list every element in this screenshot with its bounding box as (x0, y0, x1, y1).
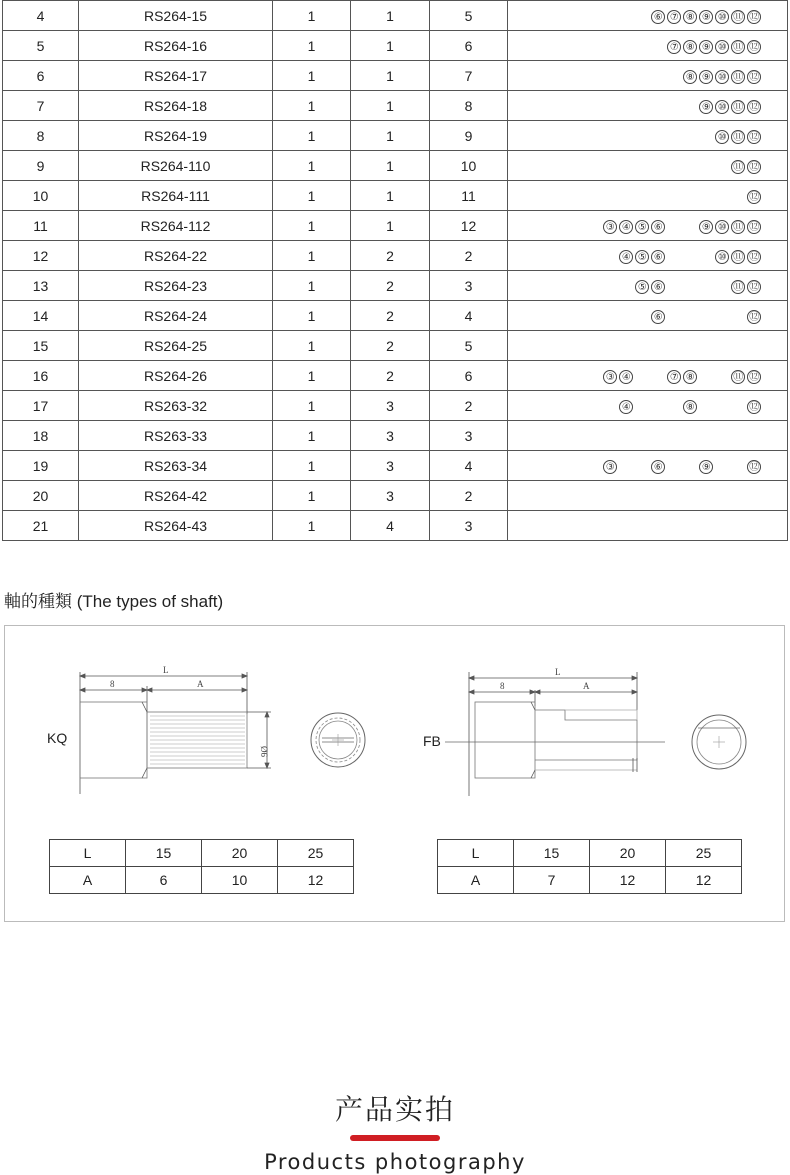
table-row (3, 271, 788, 301)
position-mark: ⑥ (651, 310, 665, 324)
fb-dimension-table (437, 839, 742, 894)
dimension-cell: L (50, 840, 126, 867)
position-mark: ⑨ (699, 220, 713, 234)
position-mark: ⑪ (731, 160, 745, 174)
fb-shaft-end-view (689, 712, 749, 772)
position-mark: ⑫ (747, 40, 761, 54)
kq-dimension-table (49, 839, 354, 894)
position-marks-cell (508, 451, 788, 481)
position-mark: ⑫ (747, 310, 761, 324)
position-marks-cell (508, 361, 788, 391)
col1-cell: 1 (273, 1, 351, 31)
position-mark: ⑩ (715, 70, 729, 84)
position-marks-cell (508, 271, 788, 301)
shaft-types-panel (4, 625, 785, 922)
position-mark-gap (635, 400, 649, 414)
position-mark-gap (731, 310, 745, 324)
col1-cell: 1 (273, 271, 351, 301)
fb-dim-8: 8 (500, 681, 505, 691)
position-mark: ⑨ (699, 100, 713, 114)
position-mark: ⑩ (715, 220, 729, 234)
position-mark-gap (667, 400, 681, 414)
position-mark: ⑩ (715, 40, 729, 54)
col2-cell: 1 (351, 91, 430, 121)
position-mark-gap (667, 250, 681, 264)
model-cell: RS264-25 (79, 331, 273, 361)
position-mark: ⑥ (651, 460, 665, 474)
col3-cell: 8 (430, 91, 508, 121)
col1-cell: 1 (273, 511, 351, 541)
kq-label: KQ (47, 730, 68, 746)
position-mark: ④ (619, 400, 633, 414)
dimension-cell: A (438, 867, 514, 894)
position-mark-gap (715, 310, 729, 324)
table-row (3, 151, 788, 181)
position-marks-cell (508, 121, 788, 151)
model-cell: RS264-17 (79, 61, 273, 91)
position-mark-gap (651, 400, 665, 414)
col3-cell: 2 (430, 481, 508, 511)
row-number: 21 (3, 511, 79, 541)
col1-cell: 1 (273, 361, 351, 391)
position-mark-gap (731, 400, 745, 414)
col3-cell: 12 (430, 211, 508, 241)
title-accent-bar (350, 1135, 440, 1141)
table-row (3, 121, 788, 151)
col3-cell: 2 (430, 391, 508, 421)
position-mark: ⑨ (699, 70, 713, 84)
col2-cell: 2 (351, 271, 430, 301)
col3-cell: 10 (430, 151, 508, 181)
table-row (3, 361, 788, 391)
position-mark: ⑪ (731, 40, 745, 54)
table-row (3, 241, 788, 271)
section-title-cn: 产品实拍 (334, 1093, 455, 1126)
row-number: 6 (3, 61, 79, 91)
dimension-cell: 6 (126, 867, 202, 894)
model-cell: RS264-23 (79, 271, 273, 301)
col2-cell: 2 (351, 301, 430, 331)
position-mark: ⑫ (747, 460, 761, 474)
position-mark-gap (683, 280, 697, 294)
position-mark-gap (699, 400, 713, 414)
position-mark-gap (667, 280, 681, 294)
row-number: 19 (3, 451, 79, 481)
table-row (3, 331, 788, 361)
position-marks-cell (508, 331, 788, 361)
model-cell: RS264-22 (79, 241, 273, 271)
position-mark-gap (635, 370, 649, 384)
col1-cell: 1 (273, 31, 351, 61)
dimension-cell: A (50, 867, 126, 894)
model-cell: RS263-33 (79, 421, 273, 451)
col1-cell: 1 (273, 241, 351, 271)
position-mark-gap (699, 280, 713, 294)
table-row (3, 31, 788, 61)
model-cell: RS264-42 (79, 481, 273, 511)
col3-cell: 11 (430, 181, 508, 211)
position-mark: ⑫ (747, 160, 761, 174)
col3-cell: 4 (430, 301, 508, 331)
kq-dim-A: A (197, 679, 204, 689)
position-mark-gap (699, 310, 713, 324)
col2-cell: 1 (351, 121, 430, 151)
position-mark: ⑧ (683, 400, 697, 414)
table-row (3, 451, 788, 481)
col1-cell: 1 (273, 61, 351, 91)
position-mark: ⑨ (699, 40, 713, 54)
row-number: 10 (3, 181, 79, 211)
col3-cell: 3 (430, 421, 508, 451)
dimension-cell: L (438, 840, 514, 867)
row-number: 9 (3, 151, 79, 181)
col2-cell: 1 (351, 61, 430, 91)
model-cell: RS264-15 (79, 1, 273, 31)
position-marks-cell (508, 481, 788, 511)
kq-dim-8: 8 (110, 679, 115, 689)
shaft-types-title: 軸的種類 (The types of shaft) (4, 592, 224, 611)
position-mark: ⑩ (715, 10, 729, 24)
dimension-row (50, 867, 354, 894)
dimension-cell: 12 (590, 867, 666, 894)
dimension-cell: 25 (278, 840, 354, 867)
table-row (3, 481, 788, 511)
position-marks-cell (508, 1, 788, 31)
model-cell: RS264-18 (79, 91, 273, 121)
col3-cell: 7 (430, 61, 508, 91)
dimension-cell: 15 (514, 840, 590, 867)
col3-cell: 4 (430, 451, 508, 481)
fb-dim-L: L (555, 667, 561, 677)
dimension-cell: 10 (202, 867, 278, 894)
col2-cell: 2 (351, 241, 430, 271)
model-cell: RS264-110 (79, 151, 273, 181)
table-row (3, 1, 788, 31)
col1-cell: 1 (273, 91, 351, 121)
position-mark-gap (699, 370, 713, 384)
col2-cell: 3 (351, 391, 430, 421)
position-mark: ⑪ (731, 250, 745, 264)
model-cell: RS264-112 (79, 211, 273, 241)
col2-cell: 1 (351, 211, 430, 241)
kq-dim-L: L (163, 665, 169, 675)
position-mark-gap (715, 400, 729, 414)
table-row (3, 511, 788, 541)
dimension-cell: 20 (590, 840, 666, 867)
position-mark: ⑪ (731, 220, 745, 234)
position-mark: ⑫ (747, 400, 761, 414)
col3-cell: 5 (430, 1, 508, 31)
col1-cell: 1 (273, 331, 351, 361)
position-marks-cell (508, 181, 788, 211)
position-mark-gap (699, 250, 713, 264)
position-mark: ⑧ (683, 370, 697, 384)
position-mark: ⑥ (651, 10, 665, 24)
position-mark-gap (715, 460, 729, 474)
position-mark-gap (619, 460, 633, 474)
position-mark-gap (683, 250, 697, 264)
col2-cell: 1 (351, 1, 430, 31)
model-cell: RS263-34 (79, 451, 273, 481)
position-mark: ⑫ (747, 130, 761, 144)
spec-table-body (3, 1, 788, 541)
table-row (3, 391, 788, 421)
dimension-row (438, 867, 742, 894)
col1-cell: 1 (273, 301, 351, 331)
position-mark: ⑦ (667, 40, 681, 54)
position-mark: ⑪ (731, 280, 745, 294)
position-mark: ⑫ (747, 10, 761, 24)
position-mark: ⑩ (715, 130, 729, 144)
col3-cell: 6 (430, 361, 508, 391)
table-row (3, 211, 788, 241)
position-mark-gap (635, 460, 649, 474)
col1-cell: 1 (273, 211, 351, 241)
section-title-en: Products photography (264, 1150, 526, 1174)
model-cell: RS264-111 (79, 181, 273, 211)
position-marks-cell (508, 511, 788, 541)
position-mark: ④ (619, 250, 633, 264)
dimension-cell: 7 (514, 867, 590, 894)
position-mark: ⑫ (747, 280, 761, 294)
position-mark: ⑦ (667, 370, 681, 384)
kq-shaft-end-view (308, 710, 368, 770)
col1-cell: 1 (273, 121, 351, 151)
position-mark: ⑫ (747, 190, 761, 204)
position-mark: ⑨ (699, 10, 713, 24)
row-number: 13 (3, 271, 79, 301)
model-cell: RS263-32 (79, 391, 273, 421)
position-mark: ③ (603, 460, 617, 474)
position-mark: ⑫ (747, 220, 761, 234)
row-number: 7 (3, 91, 79, 121)
position-mark-gap (715, 370, 729, 384)
table-row (3, 301, 788, 331)
row-number: 5 (3, 31, 79, 61)
position-mark: ④ (619, 220, 633, 234)
position-marks-cell (508, 391, 788, 421)
col1-cell: 1 (273, 481, 351, 511)
position-mark: ⑥ (651, 220, 665, 234)
dimension-row (50, 840, 354, 867)
position-mark: ⑪ (731, 10, 745, 24)
position-marks-cell (508, 421, 788, 451)
position-mark-gap (667, 460, 681, 474)
position-marks-cell (508, 301, 788, 331)
position-mark: ④ (619, 370, 633, 384)
position-mark: ⑪ (731, 130, 745, 144)
col1-cell: 1 (273, 451, 351, 481)
model-cell: RS264-43 (79, 511, 273, 541)
dimension-row (438, 840, 742, 867)
col1-cell: 1 (273, 181, 351, 211)
model-cell: RS264-16 (79, 31, 273, 61)
table-row (3, 181, 788, 211)
model-cell: RS264-19 (79, 121, 273, 151)
position-mark: ⑧ (683, 40, 697, 54)
col2-cell: 3 (351, 481, 430, 511)
row-number: 20 (3, 481, 79, 511)
table-row (3, 61, 788, 91)
fb-label: FB (423, 733, 441, 749)
model-cell: RS264-26 (79, 361, 273, 391)
position-mark: ⑤ (635, 280, 649, 294)
position-mark: ⑤ (635, 250, 649, 264)
col1-cell: 1 (273, 421, 351, 451)
position-mark-gap (667, 220, 681, 234)
col3-cell: 2 (430, 241, 508, 271)
position-marks-cell (508, 151, 788, 181)
fb-shaft-drawing (445, 667, 675, 800)
position-mark: ⑩ (715, 100, 729, 114)
dimension-cell: 20 (202, 840, 278, 867)
position-marks-cell (508, 91, 788, 121)
fb-dim-A: A (583, 681, 590, 691)
table-row (3, 91, 788, 121)
kq-dim-dia: Ø6 (259, 746, 269, 757)
position-mark: ③ (603, 220, 617, 234)
col2-cell: 3 (351, 451, 430, 481)
table-row (3, 421, 788, 451)
position-marks-cell (508, 31, 788, 61)
col3-cell: 9 (430, 121, 508, 151)
row-number: 14 (3, 301, 79, 331)
position-marks-cell (508, 61, 788, 91)
col3-cell: 5 (430, 331, 508, 361)
col2-cell: 3 (351, 421, 430, 451)
model-cell: RS264-24 (79, 301, 273, 331)
position-mark: ⑫ (747, 250, 761, 264)
position-mark: ⑧ (683, 10, 697, 24)
dimension-cell: 12 (666, 867, 742, 894)
row-number: 18 (3, 421, 79, 451)
position-mark-gap (715, 280, 729, 294)
col2-cell: 1 (351, 151, 430, 181)
col1-cell: 1 (273, 391, 351, 421)
position-mark: ⑩ (715, 250, 729, 264)
kq-shaft-drawing (75, 664, 285, 794)
col2-cell: 2 (351, 331, 430, 361)
row-number: 11 (3, 211, 79, 241)
position-mark-gap (683, 460, 697, 474)
position-mark: ⑦ (667, 10, 681, 24)
position-mark: ⑧ (683, 70, 697, 84)
position-mark-gap (683, 310, 697, 324)
col2-cell: 1 (351, 181, 430, 211)
col3-cell: 3 (430, 511, 508, 541)
row-number: 4 (3, 1, 79, 31)
col2-cell: 4 (351, 511, 430, 541)
position-mark-gap (667, 310, 681, 324)
spec-table (2, 0, 788, 541)
row-number: 8 (3, 121, 79, 151)
position-mark: ⑫ (747, 370, 761, 384)
row-number: 17 (3, 391, 79, 421)
row-number: 16 (3, 361, 79, 391)
position-mark-gap (651, 370, 665, 384)
col1-cell: 1 (273, 151, 351, 181)
dimension-cell: 15 (126, 840, 202, 867)
row-number: 12 (3, 241, 79, 271)
position-mark-gap (731, 460, 745, 474)
dimension-cell: 12 (278, 867, 354, 894)
position-marks-cell (508, 241, 788, 271)
position-mark: ⑥ (651, 250, 665, 264)
dimension-cell: 25 (666, 840, 742, 867)
position-mark: ⑥ (651, 280, 665, 294)
col3-cell: 6 (430, 31, 508, 61)
position-mark: ⑤ (635, 220, 649, 234)
position-mark: ③ (603, 370, 617, 384)
position-mark: ⑨ (699, 460, 713, 474)
position-marks-cell (508, 211, 788, 241)
col2-cell: 2 (351, 361, 430, 391)
row-number: 15 (3, 331, 79, 361)
col2-cell: 1 (351, 31, 430, 61)
position-mark: ⑫ (747, 100, 761, 114)
position-mark: ⑪ (731, 100, 745, 114)
position-mark: ⑪ (731, 370, 745, 384)
col3-cell: 3 (430, 271, 508, 301)
position-mark: ⑪ (731, 70, 745, 84)
position-mark-gap (683, 220, 697, 234)
position-mark: ⑫ (747, 70, 761, 84)
